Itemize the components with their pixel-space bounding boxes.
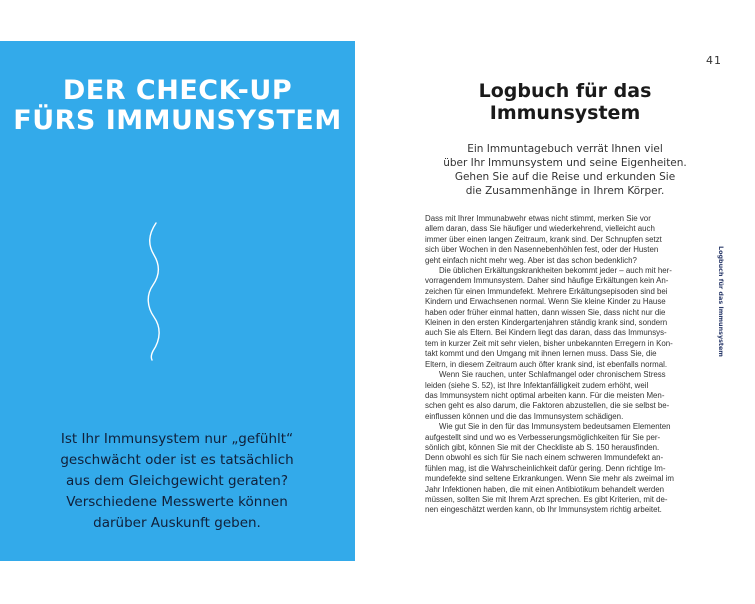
body-line: tem in kurzer Zeit mit sehr vielen, bisher unbekannten Erregern in Kon- xyxy=(425,338,673,348)
body-line: sich über Wochen in den Nasennebenhöhlen fest, oder der Husten xyxy=(425,245,659,255)
body-line: Jahr Infektionen haben, die mit einen Antibiotikum behandelt werden xyxy=(425,484,665,494)
body-line: Wenn Sie rauchen, unter Schlafmangel oder chronischem Stress xyxy=(439,370,666,380)
body-line: zeichen für einen Immundefekt. Mehrere Erkältungsepisoden sind bei xyxy=(425,286,668,296)
intro-line: Ein Immuntagebuch verrät Ihnen viel xyxy=(467,143,663,155)
chapter-teaser xyxy=(22,429,332,534)
teaser-line: Verschiedene Messwerte können xyxy=(66,494,288,510)
body-line: Kindern und Erwachsenen normal. Wenn Sie kleine Kinder zu Hause xyxy=(425,297,666,307)
body-line: geht einfach nicht mehr weg. Aber ist das schon bedenklich? xyxy=(425,255,637,265)
body-line: einflussen können und die das Immunsystem schädigen. xyxy=(425,411,624,421)
body-line: vorragendem Immunsystem. Daher sind häufige Erkältungen kein An- xyxy=(425,276,669,286)
body-text xyxy=(425,214,693,516)
chapter-title xyxy=(0,76,355,136)
left-page-panel xyxy=(0,41,355,561)
running-header-text: Logbuch für das Immunsystem xyxy=(717,246,725,357)
section-title xyxy=(410,80,720,124)
body-line: Dass mit Ihrer Immunabwehr etwas nicht stimmt, merken Sie vor xyxy=(425,214,651,223)
intro-line: über Ihr Immunsystem und seine Eigenheiten. xyxy=(443,157,687,169)
body-line: fühlen mag, ist die Wahrscheinlichkeit dafür gering. Denn richtige Im- xyxy=(425,463,666,473)
intro-line: die Zusammenhänge in Ihrem Körper. xyxy=(465,185,665,197)
body-line: leiden (siehe S. 52), ist Ihre Infektanfälligkeit zudem erhöht, weil xyxy=(425,380,649,390)
teaser-line: darüber Auskunft geben. xyxy=(93,515,261,531)
body-line: das Immunsystem nicht optimal arbeiten kann. Für die meisten Men- xyxy=(425,390,665,400)
body-line: nen eingeschätzt werden kann, ob Ihr Immunsystem richtig arbeitet. xyxy=(425,505,662,515)
page-number: 41 xyxy=(706,54,722,67)
section-title-line: Logbuch für das xyxy=(478,80,652,102)
body-line: immer über einen langen Zeitraum, krank sind. Der Schnupfen setzt xyxy=(425,234,662,244)
body-line: sönlich gibt, können Sie mit der Checkliste ab S. 150 herausfinden. xyxy=(425,442,660,452)
body-line: Eltern, in diesem Zeitraum auch öfter krank sind, ist ebenfalls normal. xyxy=(425,359,668,369)
chapter-title-line: FÜRS IMMUNSYSTEM xyxy=(13,105,342,136)
body-line: aufgestellt sind und wo es Verbesserungsmöglichkeiten für Sie per- xyxy=(425,432,661,442)
body-line: Die üblichen Erkältungskrankheiten bekommt jeder – auch mit her- xyxy=(439,266,672,276)
body-line: müssen, sollten Sie mit Ihrem Arzt sprechen. Es gibt Kriterien, mit de- xyxy=(425,494,668,504)
section-title-line: Immunsystem xyxy=(489,102,641,124)
body-line: Kleinen in den ersten Kindergartenjahren ständig krank sind, sondern xyxy=(425,318,668,328)
body-line: takt kommt und den Umgang mit ihnen lernen muss. Dass Sie, die xyxy=(425,349,657,359)
body-line: schen geht es also darum, die Faktoren abzustellen, die sie selbst be- xyxy=(425,401,670,411)
teaser-line: aus dem Gleichgewicht geraten? xyxy=(66,473,288,489)
body-line: allem daran, dass Sie häufiger und wiederkehrend, vielleicht auch xyxy=(425,224,655,234)
intro-line: Gehen Sie auf die Reise und erkunden Sie xyxy=(454,171,676,183)
body-line: auch Sie als Eltern. Bei Kindern liegt das daran, dass das Immunsys- xyxy=(425,328,667,338)
body-line: haben oder früher einmal hatten, dann wissen Sie, dass nicht nur die xyxy=(425,307,666,317)
body-line: Wie gut Sie in den für das Immunsystem bedeutsamen Elementen xyxy=(439,422,671,432)
body-line: mundefekte sind seltene Erkrankungen. Wenn Sie mehr als zweimal im xyxy=(425,474,674,484)
chapter-title-line: DER CHECK-UP xyxy=(62,75,293,106)
squiggle-divider xyxy=(140,221,170,361)
running-header-vertical xyxy=(714,246,726,356)
section-intro xyxy=(410,142,720,198)
teaser-line: geschwächt oder ist es tatsächlich xyxy=(60,452,294,468)
body-line: Denn obwohl es sich für Sie nach einem schweren Immundefekt an- xyxy=(425,453,664,463)
teaser-line: Ist Ihr Immunsystem nur „gefühlt“ xyxy=(60,431,294,447)
